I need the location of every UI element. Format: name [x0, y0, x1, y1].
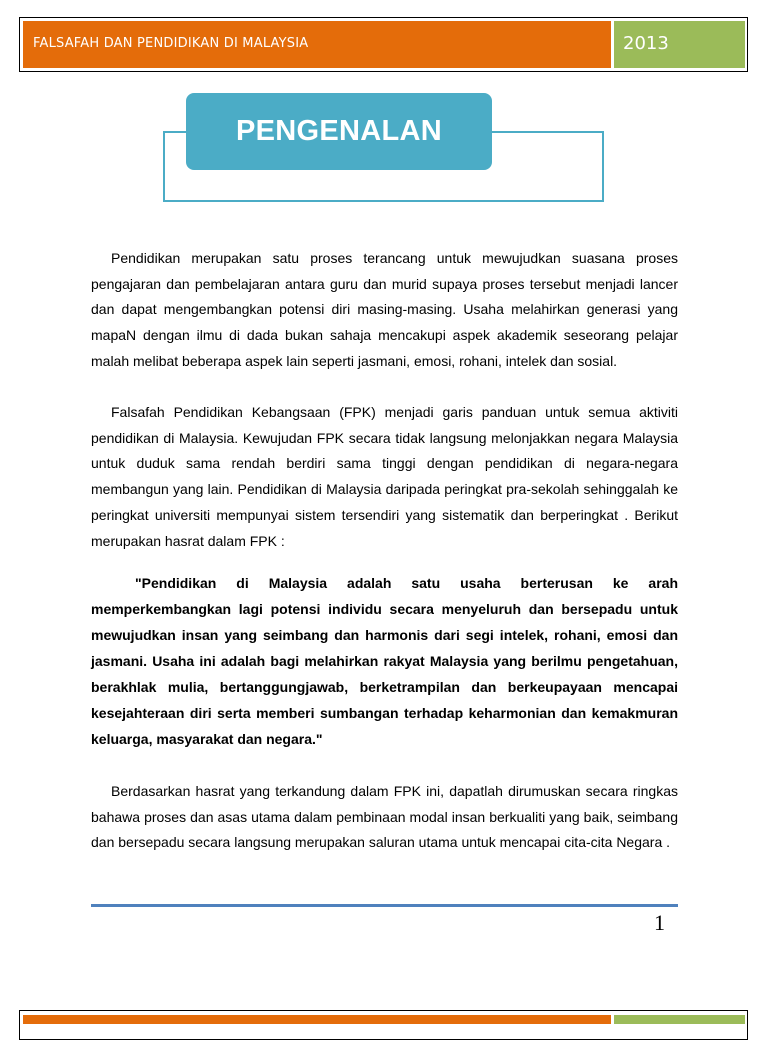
header-title: FALSAFAH DAN PENDIDIKAN DI MALAYSIA: [33, 36, 309, 51]
heading-line-right: [492, 131, 604, 133]
next-header-green-bar: [614, 1015, 745, 1024]
paragraph-1: Pendidikan merupakan satu proses terancang untuk mewujudkan suasana proses pengajaran dan pembelajaran antara guru dan murid supaya proses tersebut menjadi lancer dan dapat mengembangkan potensi diri masing-masing. Usaha melahirkan generasi yang mapaN dengan ilmu di dada bukan sahaja mencakupi aspek akademik seseorang pelajar malah melibat beberapa aspek lain seperti jasmani, emosi, rohani, intelek dan sosial.: [91, 250, 678, 369]
header-year: 2013: [623, 33, 669, 54]
paragraph-2: Falsafah Pendidikan Kebangsaan (FPK) menjadi garis panduan untuk semua aktiviti pendidikan di Malaysia. Kewujudan FPK secara tidak langsung melonjakkan negara Malaysia untuk duduk sama rendah berdiri sama tinggi dengan pendidikan di negara-negara membangun yang lain. Pendidikan di Malaysia daripada peringkat pra-sekolah sehinggalah ke peringkat universiti mempunyai sistem tersendiri yang sistematik dan berperingkat . Berikut merupakan hasrat dalam FPK :: [91, 404, 678, 549]
footer-rule: [91, 904, 678, 907]
paragraph-3: Berdasarkan hasrat yang terkandung dalam FPK ini, dapatlah dirumuskan secara ringkas bahawa proses dan asas utama dalam pembinaan modal insan berkualiti yang baik, seimbang dan bersepadu secara langsung merupakan saluran utama untuk mencapai cita-cita Negara .: [91, 783, 678, 851]
fpk-quote: "Pendidikan di Malaysia adalah satu usaha berterusan ke arah memperkembangkan lagi potensi individu secara menyeluruh dan bersepadu untuk mewujudkan insan yang seimbang dan harmonis dari segi intelek, rohani, emosi dan jasmani. Usaha ini adalah bagi melahirkan rakyat Malaysia yang berilmu pengetahuan, berakhlak mulia, bertanggungjawab, berketrampilan dan berkeupayaan mencapai kesejahteraan diri serta memberi sumbangan terhadap keharmonian dan kemakmuran keluarga, masyarakat dan negara.": [91, 575, 678, 747]
page-number: 1: [654, 910, 665, 935]
section-heading: PENGENALAN: [235, 115, 442, 147]
heading-line-left: [163, 131, 187, 133]
next-header-orange-bar: [23, 1015, 611, 1024]
